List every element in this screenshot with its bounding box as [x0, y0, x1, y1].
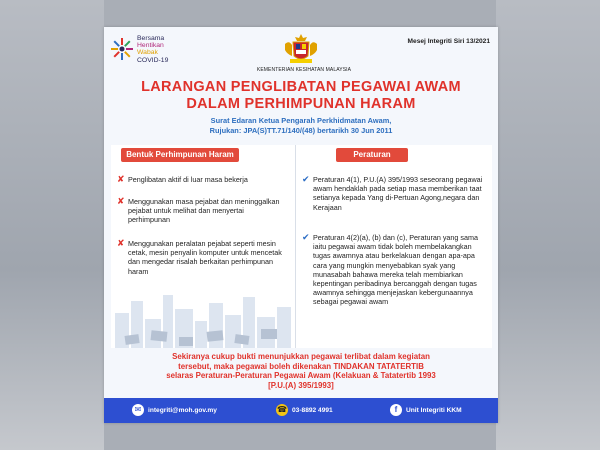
- note-line-3: selaras Peraturan-Peraturan Pegawai Awam (Kelakuan & Tatatertib 1993: [166, 371, 436, 381]
- title-line-2: DALAM PERHIMPUNAN HARAM: [186, 96, 416, 112]
- email-icon: ✉: [132, 404, 144, 416]
- series-label: Mesej Integriti Siri 13/2021: [407, 38, 490, 45]
- note-line-2: tersebut, maka pegawai boleh dikenakan TINDAKAN TATATERTIB: [178, 361, 424, 371]
- coat-of-arms-icon: [281, 32, 321, 66]
- integrity-poster: [104, 27, 498, 423]
- list-item: [117, 175, 289, 184]
- campaign-word-4: COVID-19: [137, 56, 169, 64]
- list-item-text: Menggunakan masa pejabat dan meninggalkan pejabat untuk melihat dan menyertai perhimpunan: [128, 197, 280, 225]
- facebook-icon: f: [390, 404, 402, 416]
- list-item-text: Peraturan 4(2)(a), (b) dan (c), Peraturan yang sama iaitu pegawai awam tidak boleh membelakangkan tugas awamnya atau berkelakuan dengan apa-apa cara yang mungkin menyebabkan syak yang munasabah bahawa mereka telah membiarkan kepentingan peribadinya bercanggah dengan tugas awamnya sehingga menjejaskan kebergunaannya sebagai pegawai awam: [313, 233, 478, 307]
- left-panel-heading: Bentuk Perhimpunan Haram: [121, 148, 239, 162]
- forms-of-illegal-assembly-panel: [111, 145, 296, 365]
- note-line-4: [P.U.(A) 395/1993]: [268, 380, 334, 390]
- facebook-text: Unit Integriti KKM: [406, 407, 462, 414]
- covid-burst-icon: [110, 37, 134, 61]
- email-contact[interactable]: [132, 404, 217, 417]
- phone-text: 03-8892 4991: [292, 407, 333, 414]
- phone-icon: ☎: [277, 405, 287, 414]
- circular-line-1: Surat Edaran Ketua Pengarah Perkhidmatan Awam,: [210, 116, 392, 125]
- facebook-contact[interactable]: [390, 404, 462, 417]
- list-item-text: Menggunakan peralatan pejabat seperti mesin cetak, mesin penyalin komputer untuk mencetak dan mengedar risalah berkaitan perhimpunan haram: [128, 239, 282, 276]
- check-icon: ✔: [302, 232, 310, 242]
- check-icon: ✔: [302, 174, 310, 184]
- campaign-word-3: Wabak: [137, 49, 158, 57]
- cross-icon: ✘: [117, 174, 125, 184]
- list-item: [117, 239, 285, 276]
- disciplinary-note: [104, 348, 498, 390]
- email-text: integriti@moh.gov.my: [148, 407, 217, 414]
- list-item-text: Penglibatan aktif di luar masa bekerja: [128, 175, 248, 184]
- regulations-panel: [296, 145, 492, 365]
- phone-contact[interactable]: [276, 404, 333, 417]
- cross-icon: ✘: [117, 196, 125, 206]
- list-item: [117, 197, 283, 225]
- circular-line-2: Rujukan: JPA(S)TT.71/140/(48) bertarikh 30 Jun 2011: [209, 125, 393, 135]
- list-item-text: Peraturan 4(1), P.U.(A) 395/1993 seseorang pegawai awam hendaklah pada setiap masa memberikan taat setianya kepada Yang di-Pertuan Agong,negara dan Kerajaan: [313, 175, 483, 212]
- campaign-text: [137, 35, 168, 64]
- title-line-1: LARANGAN PENGLIBATAN PEGAWAI AWAM: [141, 79, 461, 95]
- background-blur-right: [496, 0, 600, 450]
- list-item: [302, 233, 486, 307]
- circular-reference: [104, 116, 498, 135]
- ministry-name: KEMENTERIAN KESIHATAN MALAYSIA: [256, 67, 352, 73]
- cross-icon: ✘: [117, 238, 125, 248]
- background-blur-left: [0, 0, 104, 450]
- list-item: [302, 175, 486, 212]
- covid-campaign-logo: [110, 35, 210, 73]
- campaign-word-2: Hentikan: [137, 42, 164, 50]
- contact-footer: [104, 398, 498, 423]
- campaign-word-1: Bersama: [137, 35, 165, 42]
- note-line-1: Sekiranya cukup bukti menunjukkan pegawai terlibat dalam kegiatan: [172, 352, 430, 361]
- right-panel-heading: Peraturan: [336, 148, 408, 162]
- poster-title: [104, 79, 498, 113]
